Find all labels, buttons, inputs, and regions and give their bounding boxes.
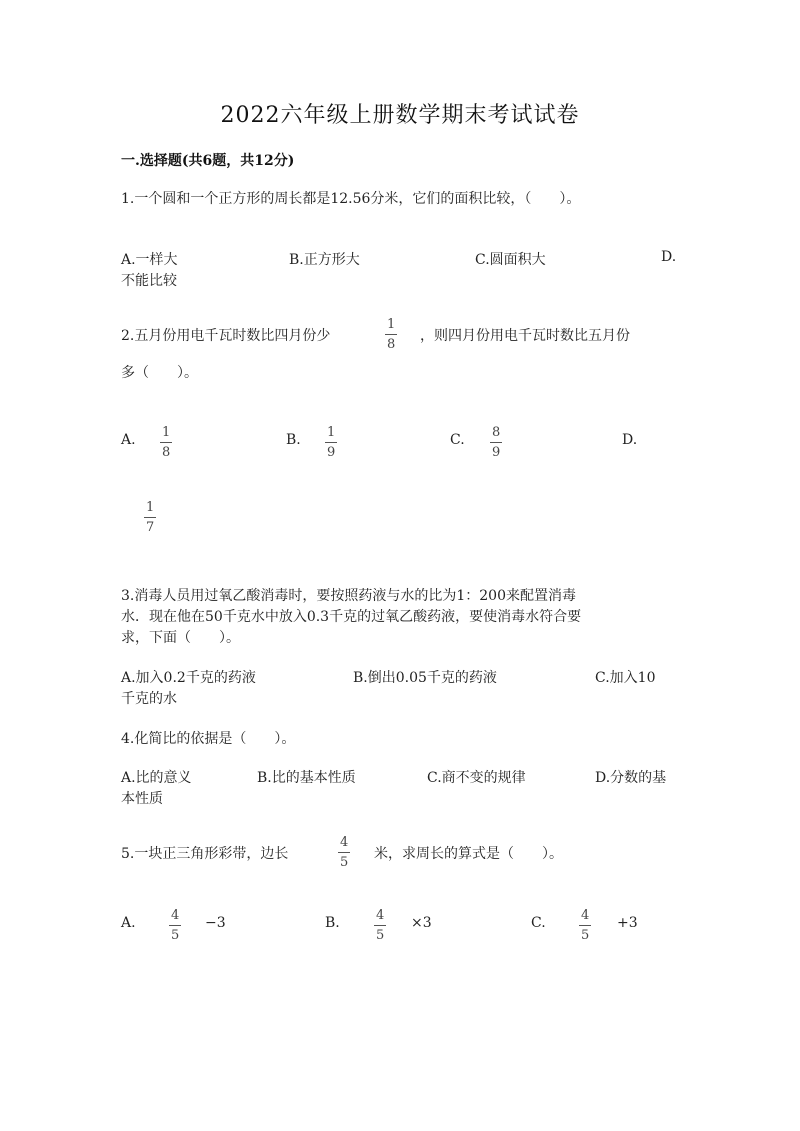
question-2-stem-fraction bbox=[385, 318, 397, 351]
question-4-option-b: B.比的基本性质 bbox=[257, 770, 356, 786]
question-5-stem: 5.一块正三角形彩带，边长 bbox=[121, 846, 289, 862]
section-heading: 一.选择题(共6题，共12分) bbox=[121, 153, 295, 169]
question-3-option-b: B.倒出0.05千克的药液 bbox=[353, 670, 497, 686]
question-5-option-c: C. bbox=[531, 915, 546, 931]
fraction-denominator: 5 bbox=[581, 928, 590, 943]
question-1-option-b: B.正方形大 bbox=[289, 252, 360, 268]
question-5-option-b: B. bbox=[325, 915, 340, 931]
question-5-option-c-fraction bbox=[579, 909, 591, 942]
question-5-option-a-fraction bbox=[169, 909, 181, 942]
question-1-option-d-cont: 不能比较 bbox=[121, 273, 177, 289]
question-4-option-d: D.分数的基 bbox=[595, 770, 667, 786]
fraction-denominator: 8 bbox=[162, 445, 171, 460]
fraction-denominator: 5 bbox=[340, 855, 349, 870]
question-1-option-c: C.圆面积大 bbox=[475, 252, 546, 268]
question-3-option-a: A.加入0.2千克的药液 bbox=[121, 670, 256, 686]
question-5-option-b-fraction bbox=[374, 909, 386, 942]
page-title: 2022六年级上册数学期末考试试卷 bbox=[220, 103, 580, 128]
question-2-stem-line2: 多（ ）。 bbox=[121, 365, 198, 381]
question-4-option-a: A.比的意义 bbox=[121, 770, 192, 786]
question-2-option-c: C. bbox=[450, 432, 465, 448]
fraction-numerator: 8 bbox=[492, 425, 501, 440]
question-1-option-d: D. bbox=[661, 249, 677, 265]
question-4-option-d-cont: 本性质 bbox=[121, 791, 163, 807]
question-2-option-c-fraction bbox=[490, 426, 502, 459]
question-2-stem: 2.五月份用电千瓦时数比四月份少 bbox=[121, 328, 331, 344]
fraction-denominator: 9 bbox=[327, 445, 336, 460]
question-5-option-a-operator: −3 bbox=[205, 915, 226, 931]
fraction-numerator: 4 bbox=[376, 908, 385, 923]
fraction-numerator: 1 bbox=[327, 425, 336, 440]
question-5-option-c-operator: +3 bbox=[617, 915, 638, 931]
question-1-option-a: A.一样大 bbox=[121, 252, 178, 268]
fraction-numerator: 4 bbox=[340, 835, 349, 850]
fraction-denominator: 8 bbox=[387, 337, 396, 352]
question-5-option-b-operator: ×3 bbox=[411, 915, 432, 931]
question-2-option-a: A. bbox=[121, 432, 136, 448]
question-4-option-c: C.商不变的规律 bbox=[427, 770, 526, 786]
question-1-stem: 1.一个圆和一个正方形的周长都是12.56分米，它们的面积比较，（ ）。 bbox=[121, 191, 581, 207]
fraction-denominator: 9 bbox=[492, 445, 501, 460]
question-2-option-d: D. bbox=[622, 432, 638, 448]
question-3-option-c: C.加入10 bbox=[595, 670, 656, 686]
question-3-option-c-cont: 千克的水 bbox=[121, 691, 177, 707]
fraction-numerator: 4 bbox=[581, 908, 590, 923]
question-2-stem-post: ，则四月份用电千瓦时数比五月份 bbox=[420, 328, 630, 344]
fraction-numerator: 1 bbox=[146, 500, 155, 515]
fraction-numerator: 1 bbox=[387, 317, 396, 332]
question-4-stem: 4.化简比的依据是（ ）。 bbox=[121, 731, 296, 747]
question-3-line3: 求，下面（ ）。 bbox=[121, 630, 240, 646]
question-2-option-b-fraction bbox=[325, 426, 337, 459]
question-5-stem-post: 米，求周长的算式是（ ）。 bbox=[374, 846, 563, 862]
fraction-numerator: 1 bbox=[162, 425, 171, 440]
fraction-denominator: 7 bbox=[146, 520, 155, 535]
question-5-option-a: A. bbox=[121, 915, 136, 931]
fraction-denominator: 5 bbox=[171, 928, 180, 943]
fraction-denominator: 5 bbox=[376, 928, 385, 943]
question-3-line2: 水．现在他在50千克水中放入0.3千克的过氧乙酸药液，要使消毒水符合要 bbox=[121, 609, 582, 625]
question-3-line1: 3.消毒人员用过氧乙酸消毒时，要按照药液与水的比为1：200来配置消毒 bbox=[121, 588, 576, 604]
fraction-numerator: 4 bbox=[171, 908, 180, 923]
question-2-option-b: B. bbox=[286, 432, 301, 448]
question-2-option-d-fraction bbox=[144, 501, 156, 534]
question-5-stem-fraction bbox=[338, 836, 350, 869]
question-2-option-a-fraction bbox=[160, 426, 172, 459]
